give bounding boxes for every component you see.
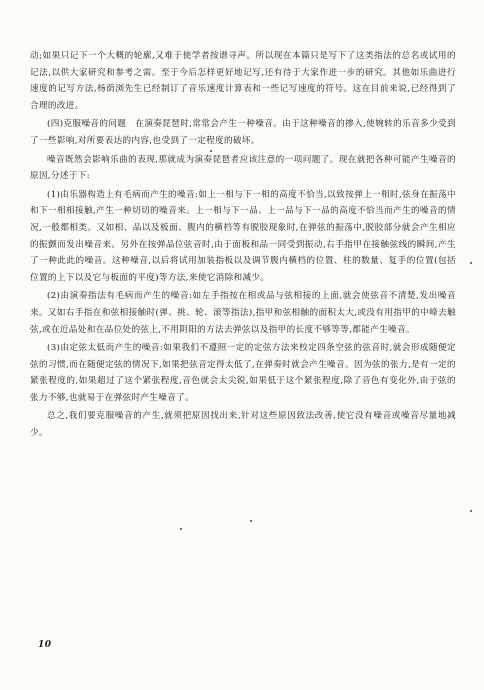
scan-speck [470, 262, 472, 264]
paragraph-7-conclusion: 总之,我们要克服噪音的产生,就须把原因找出来,针对这些原因致法改善,使它没有噪音或噪音尽量地减少。 [30, 411, 456, 439]
paragraph-4-instrument-noise: (1)由乐器构造上有毛病而产生的噪音:如上一相与下一相的高度不恰当,以致按弹上一相时,弦身在振荡中和下一相相接触,产生一种切切的噪音来。上一相与下一品、上一品与下一品的高度不恰当而产生的噪音的情况,一般都相类。又如相、品以及板面、腹内的横档等有脱胶现象时,在弹弦的振荡中,脱胶部分就会产生相应的振颤而发出噪音来。另外在按弹品位弦音时,由于面板和品一同受到振动,右手指甲在接触弦线的瞬间,产生了一种此此的噪音。这种噪音,以后将试用加装指板以及调节腹内横档的位置、柱的数量、复手的位置(包括位置的上下以及它与板面的平度)等方法,来使它消除和减少。 [30, 189, 456, 283]
paragraph-6-tuning-noise: (3)由定弦太低而产生的噪音:如果我们不遵照一定的定弦方法来校定四条空弦的弦音时,就会形成随便定弦的习惯,而在随便定弦的情况下,如果把弦音定得太低了,在弹奏时就会产生噪音。因为弦的张力,是有一定的紧张程度的,如果超过了这个紧张程度,音色就会太尖锐,如果低于这个紧张程度,除了音色有变化外,由于弦的张力不够,也就易于在弹弦时产生噪音了。 [30, 343, 456, 403]
paragraph-3-noise-causes: 噪音既然会影响乐曲的表现,那就成为演奏琵琶者应该注意的一项问题了。现在就把各种可能产生噪音的原因,分述于下: [30, 154, 456, 182]
page-number: 10 [38, 640, 52, 650]
paragraph-2-noise-problem: (四)克服噪音的问题 在演奏琵琶时,常常会产生一种噪音。由于这种噪音的掺入,使婉转的乐音多少受到了一些影响,对所要表达的内容,也受到了一定程度的破坏。 [30, 119, 456, 146]
paragraph-5-fingering-noise: (2)由演奏指法有毛病而产生的噪音:如左手指按在相或品与弦相接的上面,就会使弦音不清楚,发出噪音来。又如右手指在和弦相接触时(弹、挑、轮、滚等指法),指甲和弦相触的面积太大,或没有用指甲的中峰去触弦,或在近品处和在品位处的弦上,不用阴阳的方法去弹弦以及指甲的长度不够等等,都能产生噪音。 [30, 291, 456, 335]
scan-speck [180, 528, 182, 530]
scan-speck [470, 510, 472, 512]
scan-speck [250, 520, 252, 522]
scan-speck [210, 150, 212, 152]
document-body [30, 48, 456, 442]
paragraph-1: 动;如果只记下一个大概的轮廓,又难于使学者按谱寻声。所以现在本篇只是写下了这类指法的总名或试用的记法,以供大家研究和参考之需。至于今后怎样更好地记写,还有待于大家作进一步的研究。其他如乐曲进行速度的记写方法,杨荫浏先生已经制订了音乐速度计算表和一些记写速度的符号。这在目前来说,已经得到了合理的改进。 [30, 51, 456, 111]
